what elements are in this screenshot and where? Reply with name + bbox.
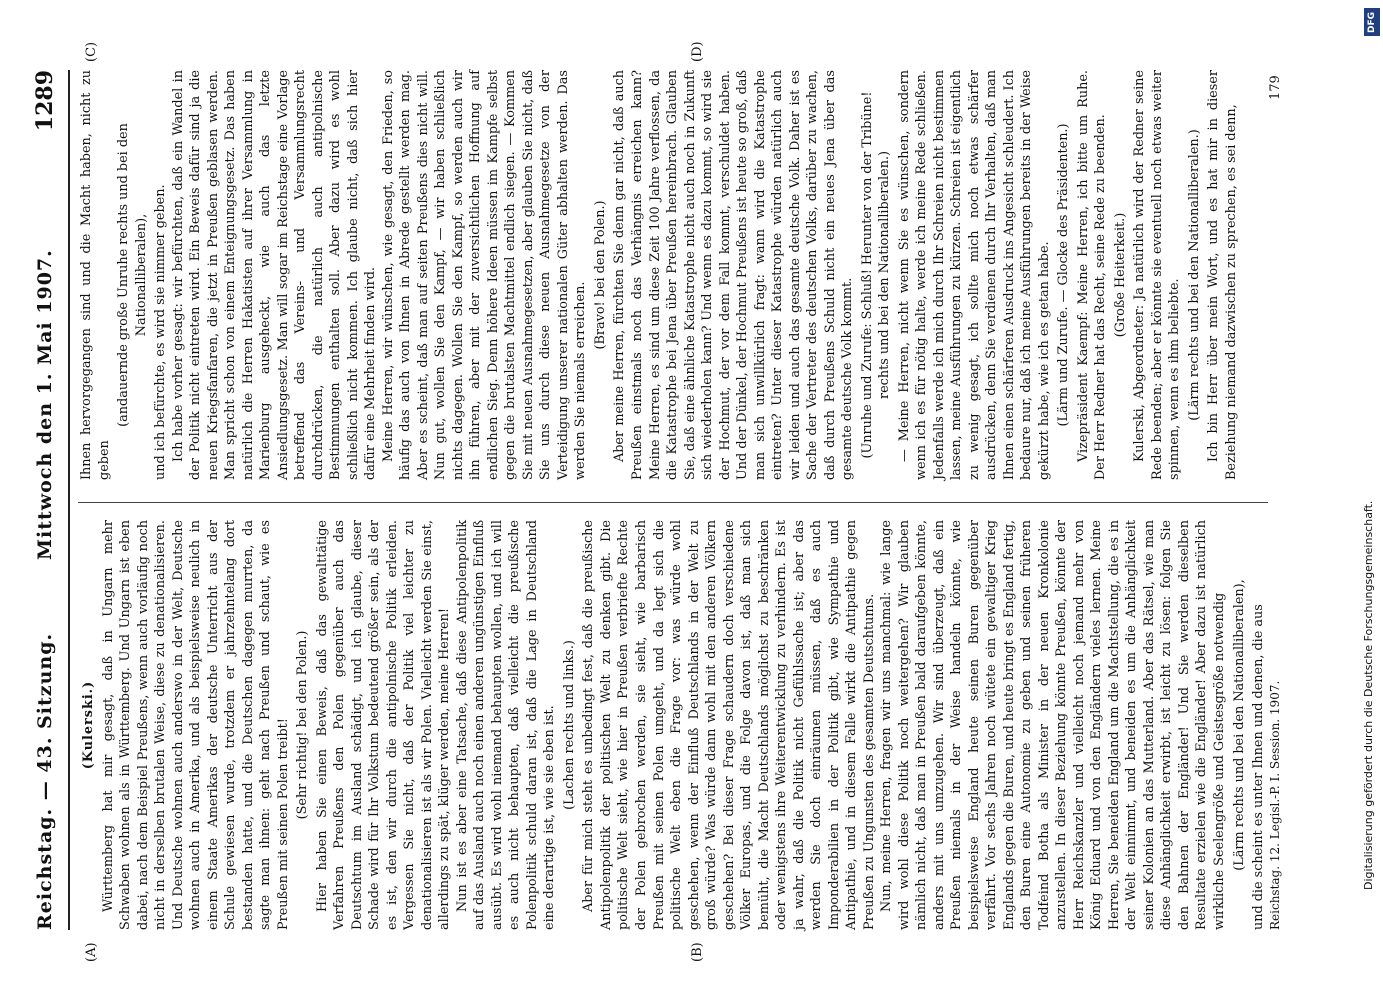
left-column [78, 520, 1268, 930]
column-divider [78, 502, 1268, 503]
margin-marker-b: (B) [690, 942, 705, 962]
margin-marker-c: (C) [84, 41, 99, 62]
right-column [78, 70, 1268, 480]
paragraph: Ihnen hervorgegangen sind und die Macht haben, nicht zu geben [79, 70, 112, 480]
footer-session-info: Reichstag. 12. Legisl.-P. I. Session. 1907. [1268, 680, 1282, 930]
interjection: (andauernde große Unruhe rechts und bei den Nationalliberalen), [116, 123, 149, 427]
interjection: (Unruhe und Zurufe: Schluß! Herunter von der Tribüne! rechts und bei den Nationalliberalen.) [859, 91, 893, 459]
paragraph: Nun ist es aber eine Tatsache, daß diese Antipolenpolitik auf das Ausland auch noch einen anderen ungünstigen Einfluß ausübt. Es wird wohl niemand behaupten wollen, und ich will es auch nicht behaupten, daß vielleicht die preußische Polenpolitik schuld daran ist, daß die Lage in Deutschland eine derartige ist, wie sie eben ist. [454, 520, 558, 930]
paragraph: Aber meine Herren, fürchten Sie denn gar nicht, daß auch Preußen einstmals noch das Verhängnis erreichen kann? Meine Herren, es sind um diese Zeit 100 Jahre verflossen, da die Katastrophe bei Jena über Preußen hereinbrach. Glauben Sie, daß eine ähnliche Katastrophe nicht auch noch in Zukunft sich wiederholen kann? Und wenn es dazu kommt, so wird sie der Hochmut, der vor dem Fall kommt, verschuldet haben. Und der Dünkel, der Hochmut Preußens ist heute so groß, daß man sich unwillkürlich fragt: wann wird die Katastrophe eintreten? Unter dieser Katastrophe würden natürlich auch wir leiden und auch das gesamte deutsche Volk. Daher ist es Sache der Vertreter des deutschen Volks, darüber zu wachen, daß durch Preußens Schuld nicht ein neues Jena über das gesamte deutsche Volk kommt. [612, 70, 856, 480]
dfg-logo: DFG [1364, 8, 1380, 36]
header-date: Mittwoch den 1. Mai 1907. [34, 249, 56, 560]
paragraph: Ich bin Herr über mein Wort, und es hat mir in dieser Beziehung niemand dazwischen zu sprechen, es sei denn, [1206, 70, 1239, 480]
interjection: (Sehr richtig! bei den Polen.) [295, 630, 311, 820]
header-left: Reichstag. — 43. Sitzung. [34, 632, 56, 930]
interjection: (Lärm rechts und bei den Nationalliberalen.) [1186, 129, 1202, 421]
page-number: 1289 [32, 70, 58, 132]
paragraph: und die scheint es unter Ihnen und denen, die aus [1251, 604, 1267, 930]
footer-signature-number: 179 [1268, 75, 1283, 100]
margin-marker-a: (A) [84, 942, 99, 962]
paragraph: Württemberg hat mir gesagt, daß in Ungarn mehr Schwaben wohnen als in Württemberg. Und Ungarn ist eben dabei, nach dem Beispiel Preußens, wenn auch vorläufig noch nicht in derselben brutalen Weise, diese zu denationalisieren. Und Deutsche wohnen auch anderswo in der Welt, Deutsche wohnen auch in Amerika, und als beispielsweise neulich in einem Staate Amerikas der deutsche Unterricht aus der Schule gewiesen wurde, trotzdem er jahrzehntelang dort bestanden hatte, und die Deutschen dagegen murrten, da sagte man ihnen: geht nach Preußen und schaut, wie es Preußen mit seinen Polen treibt! [100, 520, 291, 930]
paragraph: — Meine Herren, nicht wenn Sie es wünschen, sondern wenn ich es für nötig halte, werde ich meine Rede schließen. Jedenfalls werde ich mich durch Ihr Schreien nicht bestimmen lassen, meine Ausführungen zu kürzen. Schreien ist eigentlich zu wenig gesagt, ich sollte mich noch etwas schärfer ausdrücken, denn Sie verdienen durch Ihr Verhalten, daß man Ihnen einen schärferen Ausdruck ins Angesicht schleudert. Ich bedaure nur, daß ich meine Ausführungen bereits in der Weise gekürzt habe, wie ich es getan habe. [896, 70, 1052, 480]
paragraph: Hier haben Sie einen Beweis, daß das gewalttätige Verfahren Preußens den Polen gegenüber auch das Deutschtum im Ausland schädigt, und ich glaube, dieser Schade wird für Ihr Volkstum bedeutend größer sein, als der es ist, den wir durch die antipolnische Politik erleiden. Vergessen Sie nicht, daß der Politik viel leichter zu denationalisieren ist als wir Polen. Vielleicht werden Sie einst, allerdings zu spät, klüger werden, meine Herren! [314, 520, 453, 930]
paragraph: Ich habe vorher gesagt: wir befürchten, daß ein Wandel in der Politik nicht eintreten wird. Ein Beweis dafür sind ja die neuen Kriegsfanfaren, die jetzt in Preußen geblasen werden. Man spricht schon von einem Enteignungsgesetz. Das haben natürlich die Herren Hakatisten auf ihrer Versammlung in Marienburg ausgeheckt, wie auch das letzte Ansiedlungsgesetz. Man will sogar im Reichstage eine Vorlage betreffend das Vereins- und Versammlungsrecht durchdrücken, die natürlich auch antipolnische Bestimmungen enthalten soll. Aber dazu wird es wohl schließlich nicht kommen. Ich glaube nicht, daß sich hier dafür eine Mehrheit finden wird. [170, 70, 379, 480]
digitization-credit: Digitalisierung gefördert durch die Deutsche Forschungsgemeinschaft. [1362, 500, 1375, 890]
paragraph: Nun, meine Herren, fragen wir uns manchmal: wie lange wird wohl diese Politik noch weitergehen? Wir glauben nämlich nicht, daß man in Preußen bald daraufgeben könnte, anders mit uns umzugehen. Wir sind überzeugt, daß ein Preußen niemals in der Weise handeln könnte, wie beispielsweise England heute seinen Buren gegenüber verfährt. Vor sechs Jahren noch wütete ein gewaltiger Krieg Englands gegen die Buren, und heute bringt es England fertig, den Buren eine Autonomie zu geben und seinen früheren Todfeind Botha als Minister in der neuen Kronkolonie anzustellen. In dieser Beziehung könnte Preußen, könnte der Herr Reichskanzler und vielleicht noch jemand mehr von König Eduard und von den Engländern vieles lernen. Meine Herren, Sie beneiden England um die Machtstellung, die es in der Welt einnimmt, und beneiden es um die Anhänglichkeit seiner Kolonien an das Mutterland. Aber das Rätsel, wie man diese Anhänglichkeit erwirbt, ist leicht zu lösen: folgen Sie den Bahnen der Engländer! Und Sie werden dieselben Resultate erzielen wie die Engländer! Aber dazu ist natürlich wirkliche Seelengröße und Geistesgröße notwendig [879, 520, 1227, 930]
side-credit [1358, 0, 1380, 1000]
interjection: (Lärm rechts und bei den Nationalliberalen), [1231, 579, 1247, 871]
margin-marker-d: (D) [690, 41, 705, 62]
header-rule [68, 70, 70, 930]
paragraph: und ich befürchte, es wird sie nimmer geben. [153, 184, 169, 480]
paragraph: Vizepräsident Kaempf: Meine Herren, ich bitte um Ruhe. Der Herr Redner hat das Recht, seine Rede zu beenden. [1075, 70, 1109, 480]
paragraph: Kulerski, Abgeordneter: Ja natürlich wird der Redner seine Rede beenden; aber er könnte sie eventuell noch etwas weiter spinnen, wenn es ihm beliebte. [1132, 70, 1183, 480]
paragraph: Meine Herren, wir wünschen, wie gesagt, den Frieden, so häufig das auch von Ihnen in Abrede gestellt werden mag. Aber es scheint, daß man auf seiten Preußens dies nicht will. Nun gut, wollen Sie den Kampf, — wir haben schließlich nichts dagegen. Wollen Sie den Kampf, so werden auch wir ihn führen, aber mit der zuversichtlichen Hoffnung auf endlichen Sieg. Denn höhere Ideen müssen im Kampfe selbst gegen die brutalsten Machtmittel endlich siegen. — Kommen Sie mit neuen Ausnahmegesetzen, aber glauben Sie nicht, daß Sie uns durch diese neuen Ausnahmegesetze von der Verteidigung unserer nationalen Güter abhalten werden. Das werden Sie niemals erreichen. [380, 70, 589, 480]
paragraph: Aber für mich steht es unbedingt fest, daß die preußische Antipolenpolitik der politischen Welt zu denken gibt. Die politische Welt sieht, wie hier in Preußen verbriefte Rechte der Polen gebrochen werden, sie sieht, wie barbarisch Preußen mit seinen Polen umgeht, und da legt sich die politische Welt eben die Frage vor: was würde wohl geschehen, wenn der Einfluß Deutschlands in der Welt zu groß würde? Was würde dann wohl mit den anderen Völkern geschehen? Bei dieser Frage schaudern doch verschiedene Völker Europas, und die Folge davon ist, daß man sich bemüht, die Macht Deutschlands möglichst zu beschränken oder wenigstens ihre Weiterentwicklung zu verhindern. Es ist ja wahr, daß die Politik nicht Gefühlssache ist; aber das werden Sie doch einräumen müssen, daß es auch Imponderabilien in der Politik gibt, wie Sympathie und Antipathie, und in diesem Falle wirkt die Antipathie gegen Preußen zu Ungunsten des gesamten Deutschtums. [581, 520, 877, 930]
page-header [28, 70, 64, 930]
interjection: (Lärm und Zurufe. — Glocke des Präsidenten.) [1056, 123, 1072, 427]
speaker-tag: (Kulerski.) [81, 680, 96, 770]
interjection: (Bravo! bei den Polen.) [592, 200, 608, 350]
interjection: (Lachen rechts und links.) [561, 640, 577, 810]
interjection: (Große Heiterkeit.) [1112, 212, 1128, 338]
